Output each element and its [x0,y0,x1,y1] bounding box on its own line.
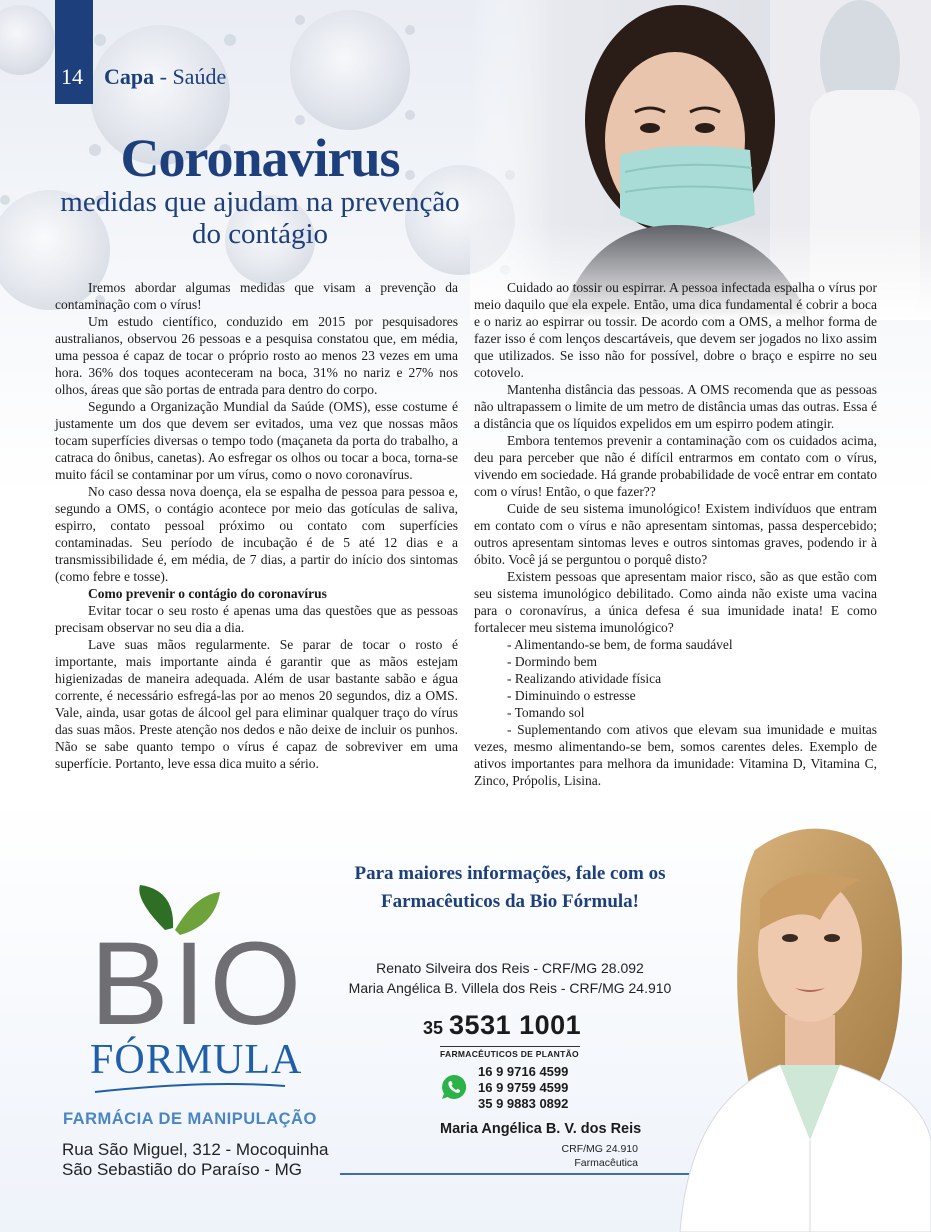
pharmacist-photo [660,810,931,1232]
list-item: - Dormindo bem [507,654,597,669]
phone-number: 3531 1001 [449,1010,582,1040]
brand-logo-formula: FÓRMULA [90,1037,303,1083]
whatsapp-numbers [478,1064,568,1112]
signature-role: Farmacêutica [574,1157,638,1169]
pharmacists-list [340,958,680,998]
paragraph: Cuidado ao tossir ou espirrar. A pessoa infectada espalha o vírus por meio daquilo que ela expele. Então, uma dica fundamental é cobrir a boca e o nariz ao espirrar ou tossir. De acordo com a OMS, a melhor forma de fazer isso é com lenços descartáveis, que devem ser jogados no lixo assim que utilizados. Se isso não for possível, dobre o braço e espirre no seu cotovelo. [474,280,877,380]
section-topic: - Saúde [154,64,227,89]
address-line: São Sebastião do Paraíso - MG [62,1160,303,1179]
main-phone[interactable] [423,1010,581,1041]
address-line: Rua São Miguel, 312 - Mocoquinha [62,1140,329,1159]
paragraph: Cuide de seu sistema imunológico! Existem indivíduos que entram em contato com o vírus e não apresentam sintomas, passa despercebido; outros apresentam sintomas leves e outros sintomas graves, podendo ir à óbito. Você já se perguntou o porquê disto? [474,501,877,567]
article-right-column [474,279,877,789]
signature-crf: CRF/MG 24.910 [561,1143,638,1155]
paragraph: Embora tentemos prevenir a contaminação com os cuidados acima, deu para perceber que não é difícil entrarmos em contato com o vírus, vivendo em sociedade. Há grande probabilidade de você entrar em contato com o vírus! Então, o que fazer?? [474,433,877,499]
on-duty-label: FARMACÊUTICOS DE PLANTÃO [440,1049,579,1059]
cta-line: Farmacêuticos da Bio Fórmula! [380,891,640,912]
list-item: - Diminuindo o estresse [507,688,636,703]
page-number: 14 [61,64,83,89]
paragraph: Iremos abordar algumas medidas que visam a prevenção da contaminação com o vírus! [55,280,458,312]
article-left-column [55,279,458,772]
signature-name: Maria Angélica B. V. dos Reis [440,1121,642,1137]
paragraph: - Suplementando com ativos que elevam sua imunidade e muitas vezes, mesmo alimentando-se bem, somos carentes deles. Exemplo de ativos importantes para melhora da imunidade: Vitamina D, Vitamina C, Zinco, Própolis, Lisina. [474,722,877,788]
ad-call-to-action [320,860,700,916]
article-title: Coronavirus [120,128,400,188]
paragraph: Um estudo científico, conduzido em 2015 por pesquisadores australianos, observou 26 pessoas e a pesquisa constatou que, em média, uma pessoa é capaz de tocar o próprio rosto ao menos 23 vezes em uma hora. 36% dos toques aconteceram na boca, 31% no nariz e 27% nos olhos, áreas que são portas de entrada para dentro do corpo. [55,314,458,397]
whatsapp-number[interactable]: 16 9 9716 4599 [478,1064,569,1079]
list-item: - Realizando atividade física [507,671,662,686]
whatsapp-number[interactable]: 35 9 9883 0892 [478,1096,569,1111]
store-address [62,1140,329,1180]
section-name: Capa [104,64,155,89]
divider [440,1046,580,1047]
list-item: - Alimentando-se bem, de forma saudável [507,637,733,652]
list-item: - Tomando sol [507,705,585,720]
paragraph: No caso dessa nova doença, ela se espalha de pessoa para pessoa e, segundo a OMS, o contágio acontece por meio das gotículas de saliva, espirro, contato pessoal próximo ou contato com superfícies contaminadas. Seu período de incubação é de 5 até 12 dias e a transmissibilidade é, em média, de 7 dias, a partir do início dos sintomas (como febre e tosse). [55,484,458,584]
brand-logo-bio: BIO [90,918,306,1050]
paragraph: Existem pessoas que apresentam maior risco, são as que estão com seu sistema imunológico debilitado. Como ainda não existe uma vacina para o coronavírus, a única defesa é sua imunidade inata! E como fortalecer meu sistema imunológico? [474,569,877,635]
phone-area-code: 35 [423,1018,444,1038]
paragraph: Mantenha distância das pessoas. A OMS recomenda que as pessoas não ultrapassem o limite de um metro de distância umas das outras. Essa é a distância que os líquidos expelidos em um espirro podem atingir. [474,382,877,431]
article-subtitle: medidas que ajudam na prevenção do contágio [60,186,460,250]
whatsapp-icon [440,1073,468,1101]
section-label [104,64,226,90]
paragraph: Segundo a Organização Mundial da Saúde (OMS), esse costume é justamente um dos que devem ser evitados, uma vez que nossas mãos tocam superfícies diversas o tempo todo (maçaneta da porta do trabalho, a catraca do ônibus, canetas). Ao esfregar os olhos ou tocar a boca, torna-se muito fácil se contaminar por um vírus, como o novo coronavírus. [55,399,458,482]
article-subheading: Como prevenir o contágio do coronavírus [88,586,327,601]
cta-line: Para maiores informações, fale com os [354,863,666,884]
woman-with-mask-photo [470,0,931,320]
paragraph: Evitar tocar o seu rosto é apenas uma das questões que as pessoas precisam observar no seu dia a dia. [55,603,458,635]
whatsapp-number[interactable]: 16 9 9759 4599 [478,1080,569,1095]
pharmacist-entry: Maria Angélica B. Villela dos Reis - CRF/MG 24.910 [348,980,672,996]
brand-tagline: FARMÁCIA DE MANIPULAÇÃO [63,1110,317,1128]
paragraph: Lave suas mãos regularmente. Se parar de tocar o rosto é importante, mais importante ainda é garantir que as mãos estejam higienizadas de maneira adequada. Além de usar bastante sabão e água corrente, é necessário esfregá-las por ao menos 20 segundos, diz a OMS. Vale, ainda, usar gotas de álcool gel para eliminar qualquer traço do vírus das suas mãos. Preste atenção nos dedos e não deixe de incluir os punhos. Não se sabe quanto tempo o vírus é capaz de sobreviver em uma superfície. Portanto, leve essa dica muito a sério. [55,637,458,771]
pharmacist-entry: Renato Silveira dos Reis - CRF/MG 28.092 [376,960,644,976]
